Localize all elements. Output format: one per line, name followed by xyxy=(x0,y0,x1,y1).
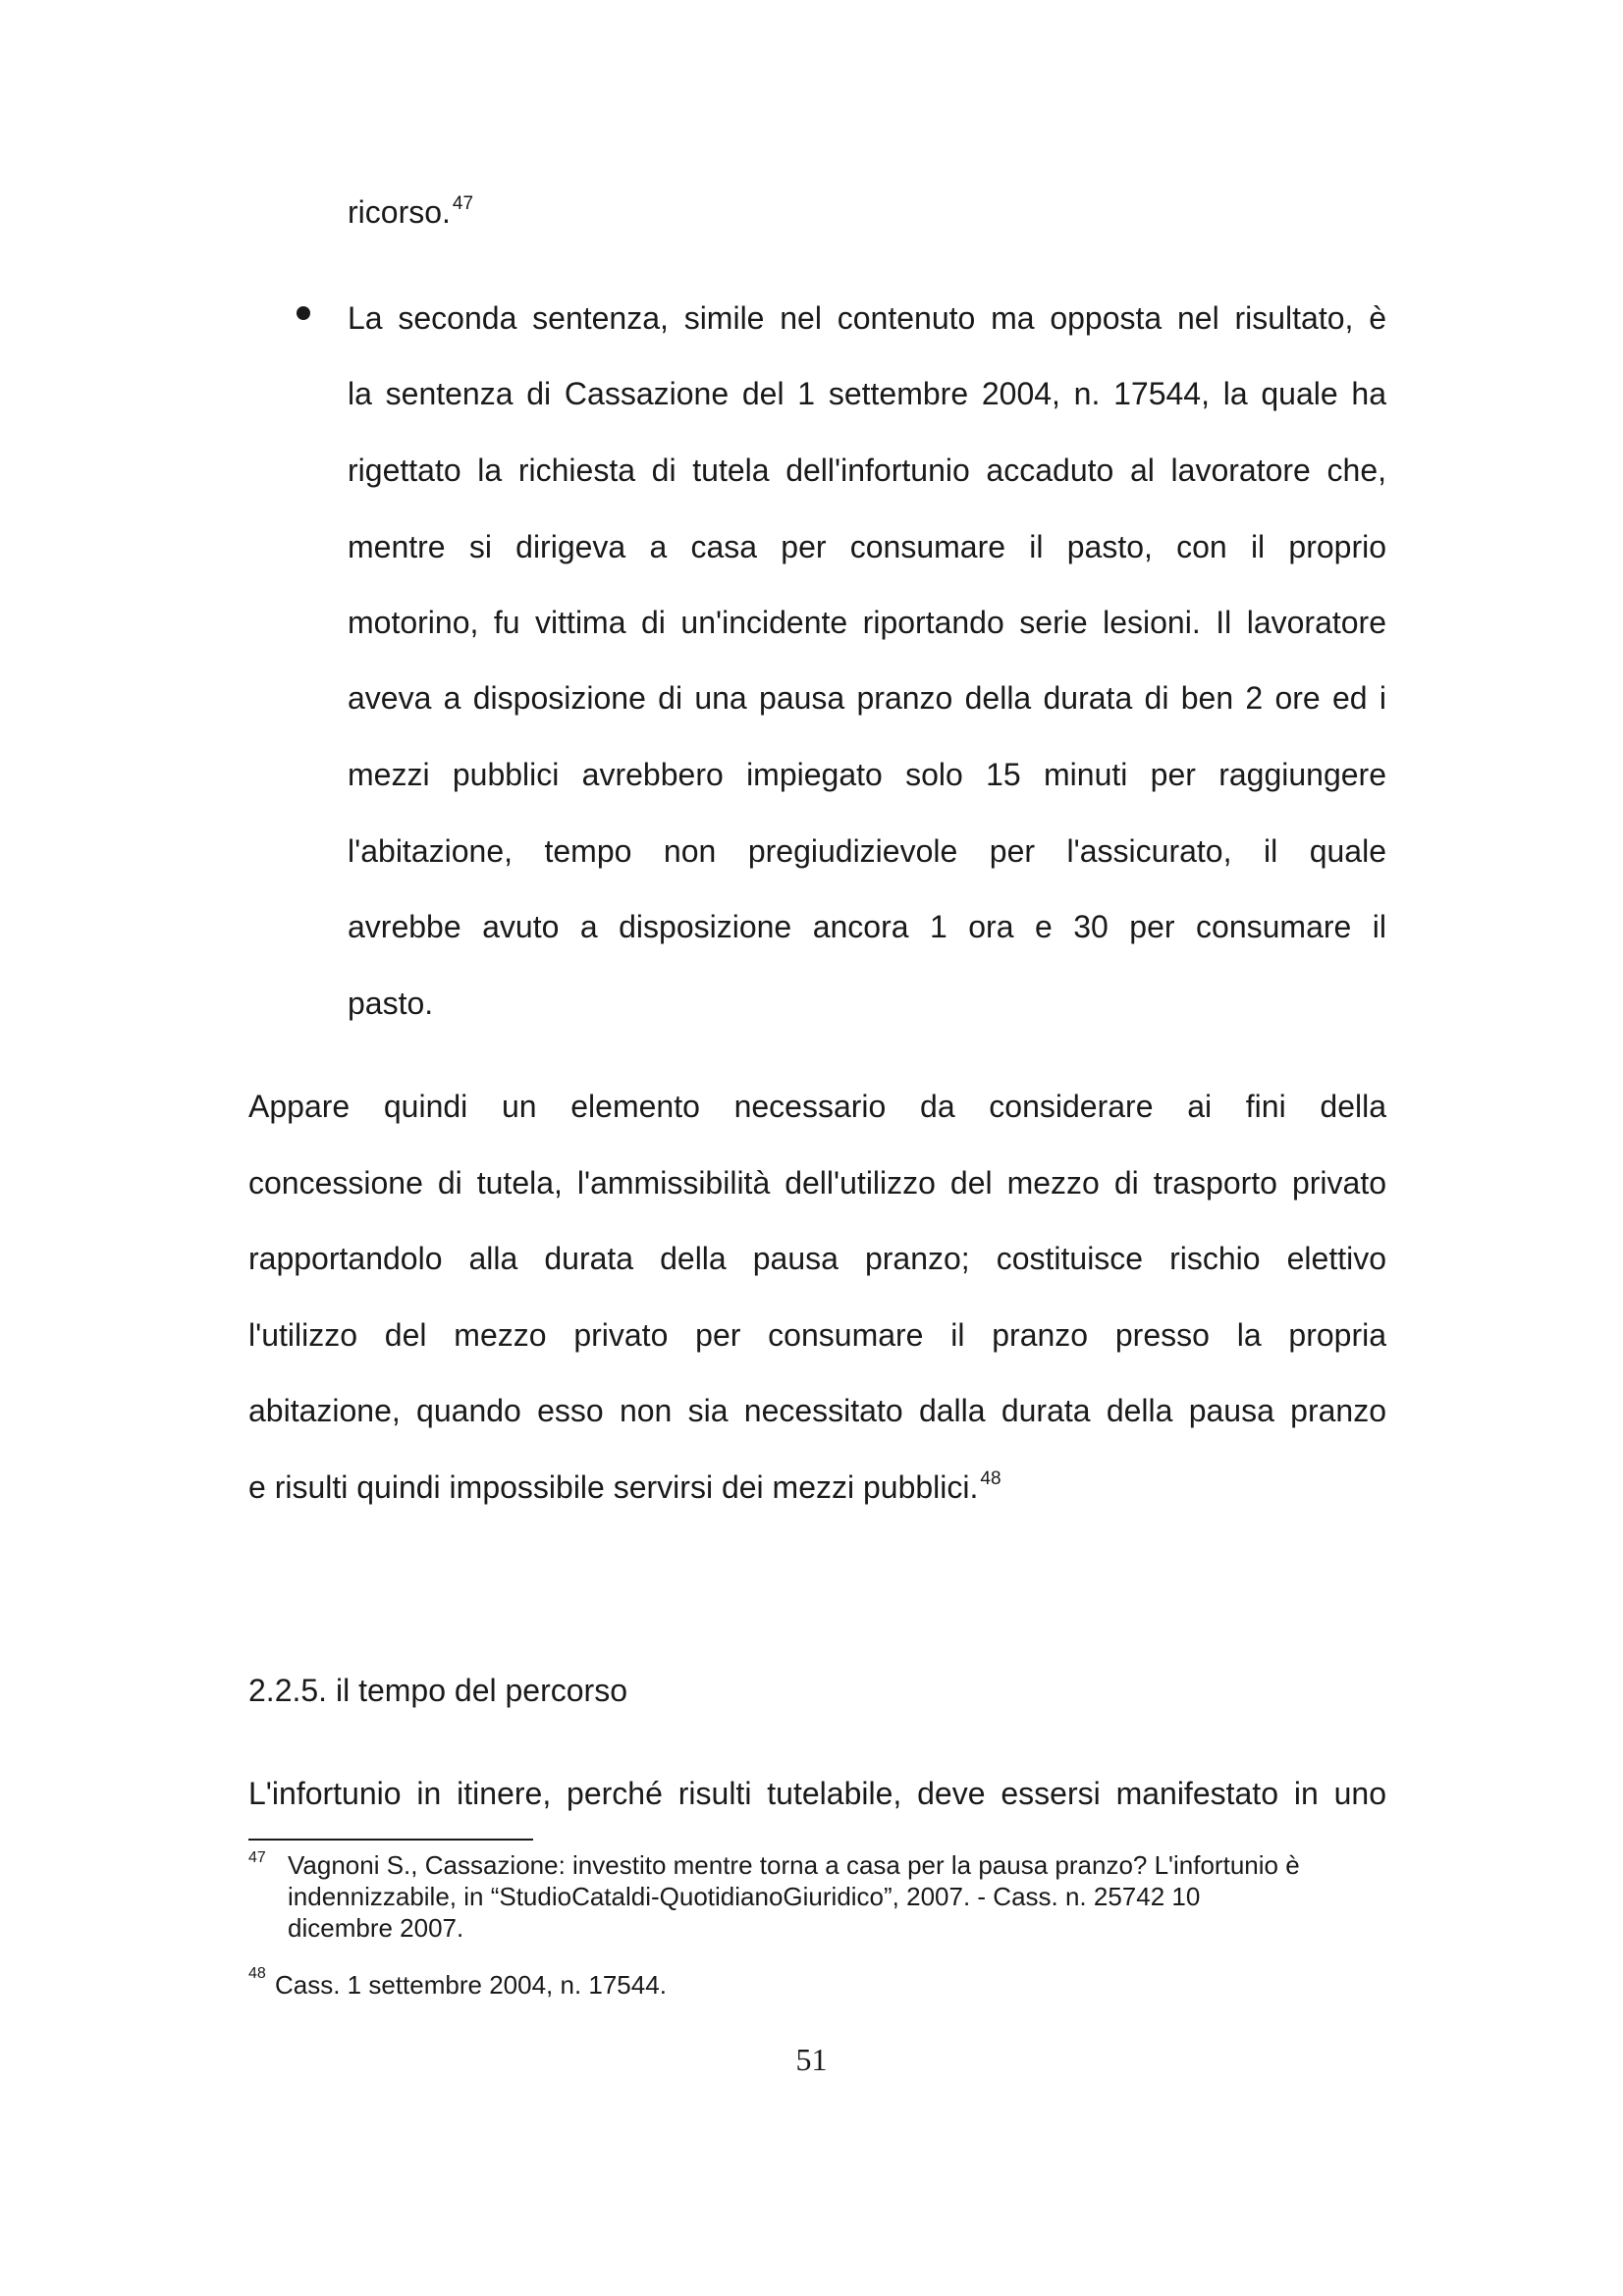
bullet-line-9: avrebbe avuto a disposizione ancora 1 ora e 30 per consumare il xyxy=(348,909,1386,944)
bullet-line-3: rigettato la richiesta di tutela dell'infortunio accaduto al lavoratore che, xyxy=(348,453,1386,488)
bullet-line-8: l'abitazione, tempo non pregiudizievole per l'assicurato, il quale xyxy=(348,833,1386,869)
footnote-48-text: Cass. 1 settembre 2004, n. 17544. xyxy=(275,1970,667,2000)
bullet-line-5: motorino, fu vittima di un'incidente riportando serie lesioni. Il lavoratore xyxy=(348,605,1386,640)
footnote-47-number: 47 xyxy=(248,1849,266,1866)
paragraph-line-6-text: e risulti quindi impossibile servirsi dei mezzi pubblici. xyxy=(248,1469,979,1505)
footnote-ref-48[interactable]: 48 xyxy=(980,1468,1001,1489)
paragraph-line-1: Appare quindi un elemento necessario da considerare ai fini della xyxy=(248,1089,1386,1124)
paragraph-line-6 xyxy=(248,1468,1001,1513)
bullet-line-7: mezzi pubblici avrebbero impiegato solo 15 minuti per raggiungere xyxy=(348,757,1386,792)
continuation-text: ricorso. xyxy=(348,194,451,230)
bullet-line-10: pasto. xyxy=(348,986,434,1021)
footnote-47-line-3: dicembre 2007. xyxy=(288,1913,464,1943)
continuation-line xyxy=(348,192,473,238)
bullet-line-4: mentre si dirigeva a casa per consumare il pasto, con il proprio xyxy=(348,529,1386,564)
paragraph-line-3: rapportandolo alla durata della pausa pranzo; costituisce rischio elettivo xyxy=(248,1241,1386,1276)
footnote-47-line-2: indennizzabile, in “StudioCataldi-QuotidianoGiuridico”, 2007. - Cass. n. 25742 10 xyxy=(288,1882,1201,1911)
bullet-line-2: la sentenza di Cassazione del 1 settembre 2004, n. 17544, la quale ha xyxy=(348,376,1386,411)
bullet-line-6: aveva a disposizione di una pausa pranzo della durata di ben 2 ore ed i xyxy=(348,680,1386,716)
footnote-separator xyxy=(248,1839,533,1841)
footnote-ref-47[interactable]: 47 xyxy=(452,193,474,214)
paragraph-line-2: concessione di tutela, l'ammissibilità dell'utilizzo del mezzo di trasporto privato xyxy=(248,1165,1386,1201)
section-heading: 2.2.5. il tempo del percorso xyxy=(248,1673,627,1708)
bullet-line-1: La seconda sentenza, simile nel contenuto ma opposta nel risultato, è xyxy=(348,300,1386,336)
footnote-48-number: 48 xyxy=(248,1965,266,1982)
bullet-dot xyxy=(297,306,310,320)
page-number: 51 xyxy=(795,2042,828,2077)
paragraph-line-5: abitazione, quando esso non sia necessitato dalla durata della pausa pranzo xyxy=(248,1393,1386,1428)
paragraph-line-4: l'utilizzo del mezzo privato per consumare il pranzo presso la propria xyxy=(248,1317,1386,1353)
footnote-47-line-1: Vagnoni S., Cassazione: investito mentre torna a casa per la pausa pranzo? L'infortunio è xyxy=(288,1850,1300,1880)
section-line-1: L'infortunio in itinere, perché risulti tutelabile, deve essersi manifestato in uno xyxy=(248,1776,1386,1811)
